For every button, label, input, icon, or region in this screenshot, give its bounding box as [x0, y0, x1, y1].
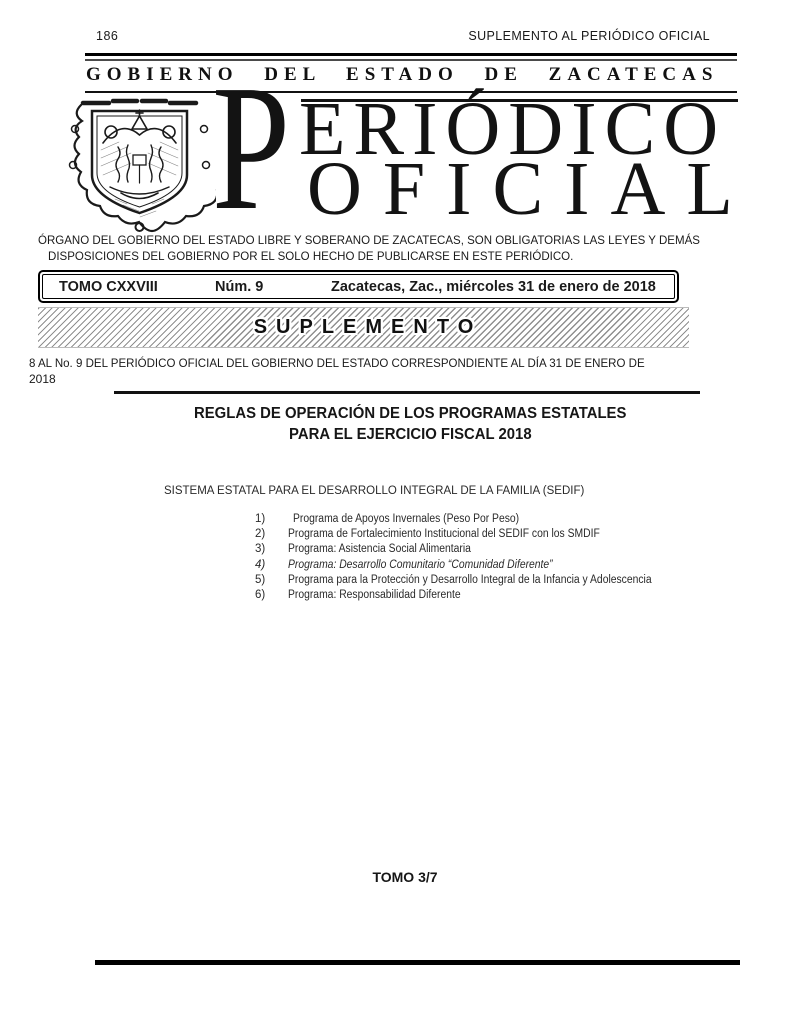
supplement-banner: [38, 307, 689, 348]
supplement-banner-label: SUPLEMENTO: [253, 316, 483, 338]
list-item: [255, 559, 692, 574]
footer-rule: [95, 960, 740, 965]
list-item: [255, 589, 692, 604]
list-item-text: Programa: Responsabilidad Diferente: [288, 588, 461, 601]
masthead-title-initial: P: [212, 48, 291, 247]
volume-note: TOMO 3/7: [372, 869, 438, 885]
list-item-number: 5): [255, 573, 266, 586]
page-number: 186: [96, 29, 119, 43]
list-item: [255, 528, 692, 543]
organ-statement-line2: DISPOSICIONES DEL GOBIERNO POR EL SOLO HECHO DE PUBLICARSE EN ESTE PERIÓDICO.: [48, 249, 574, 263]
section-heading: SISTEMA ESTATAL PARA EL DESARROLLO INTEGRAL DE LA FAMILIA (SEDIF): [164, 485, 585, 497]
supplement-note: [29, 355, 670, 387]
coat-of-arms-icon: [63, 95, 216, 233]
list-item-number: 1): [255, 513, 266, 525]
list-item-number: 6): [255, 588, 266, 601]
list-item: [255, 513, 692, 528]
list-item: [255, 543, 692, 558]
issue-info-box: [38, 270, 679, 303]
issue-info-box-inner: [42, 274, 675, 299]
separator-rule: [114, 391, 700, 394]
masthead-title-line2: OFICIAL: [307, 147, 754, 231]
list-item-text: Programa para la Protección y Desarrollo Integral de la Infancia y Adolescencia: [288, 573, 652, 586]
document-title-line2: PARA EL EJERCICIO FISCAL 2018: [288, 426, 532, 443]
organ-statement: [38, 232, 728, 264]
government-line: GOBIERNO DEL ESTADO DE ZACATECAS: [86, 64, 719, 85]
document-title-line1: REGLAS DE OPERACIÓN DE LOS PROGRAMAS ESTATALES: [193, 405, 627, 422]
list-item-number: 3): [255, 543, 266, 556]
issue-place-date: Zacatecas, Zac., miércoles 31 de enero de 2018: [331, 278, 656, 295]
list-item-text: Programa de Apoyos Invernales (Peso Por Peso): [293, 513, 520, 525]
organ-statement-line1: ÓRGANO DEL GOBIERNO DEL ESTADO LIBRE Y SOBERANO DE ZACATECAS, SON OBLIGATORIAS LAS LEYES Y DEMÁS: [38, 233, 700, 247]
supplement-note-line1: 8 AL No. 9 DEL PERIÓDICO OFICIAL DEL GOBIERNO DEL ESTADO CORRESPONDIENTE AL DÍA 31 DE ENERO DE: [29, 356, 645, 370]
list-item-text: Programa de Fortalecimiento Institucional del SEDIF con los SMDIF: [288, 528, 600, 541]
list-item-text: Programa: Asistencia Social Alimentaria: [288, 543, 471, 556]
list-item-text: Programa: Desarrollo Comunitario “Comunidad Diferente”: [288, 558, 553, 571]
issue-number: Núm. 9: [215, 278, 264, 295]
issue-tomo: TOMO CXXVIII: [59, 278, 158, 295]
masthead-title-line1: ERIÓDICO: [299, 87, 727, 171]
list-item-number: 4): [255, 558, 266, 571]
running-header-title: SUPLEMENTO AL PERIÓDICO OFICIAL: [468, 29, 710, 43]
header-double-rule: [85, 53, 737, 61]
document-title: [105, 403, 715, 445]
list-item-number: 2): [255, 528, 266, 541]
list-item: [255, 574, 692, 589]
program-list: [255, 513, 692, 604]
supplement-note-line2: 2018: [29, 372, 56, 386]
